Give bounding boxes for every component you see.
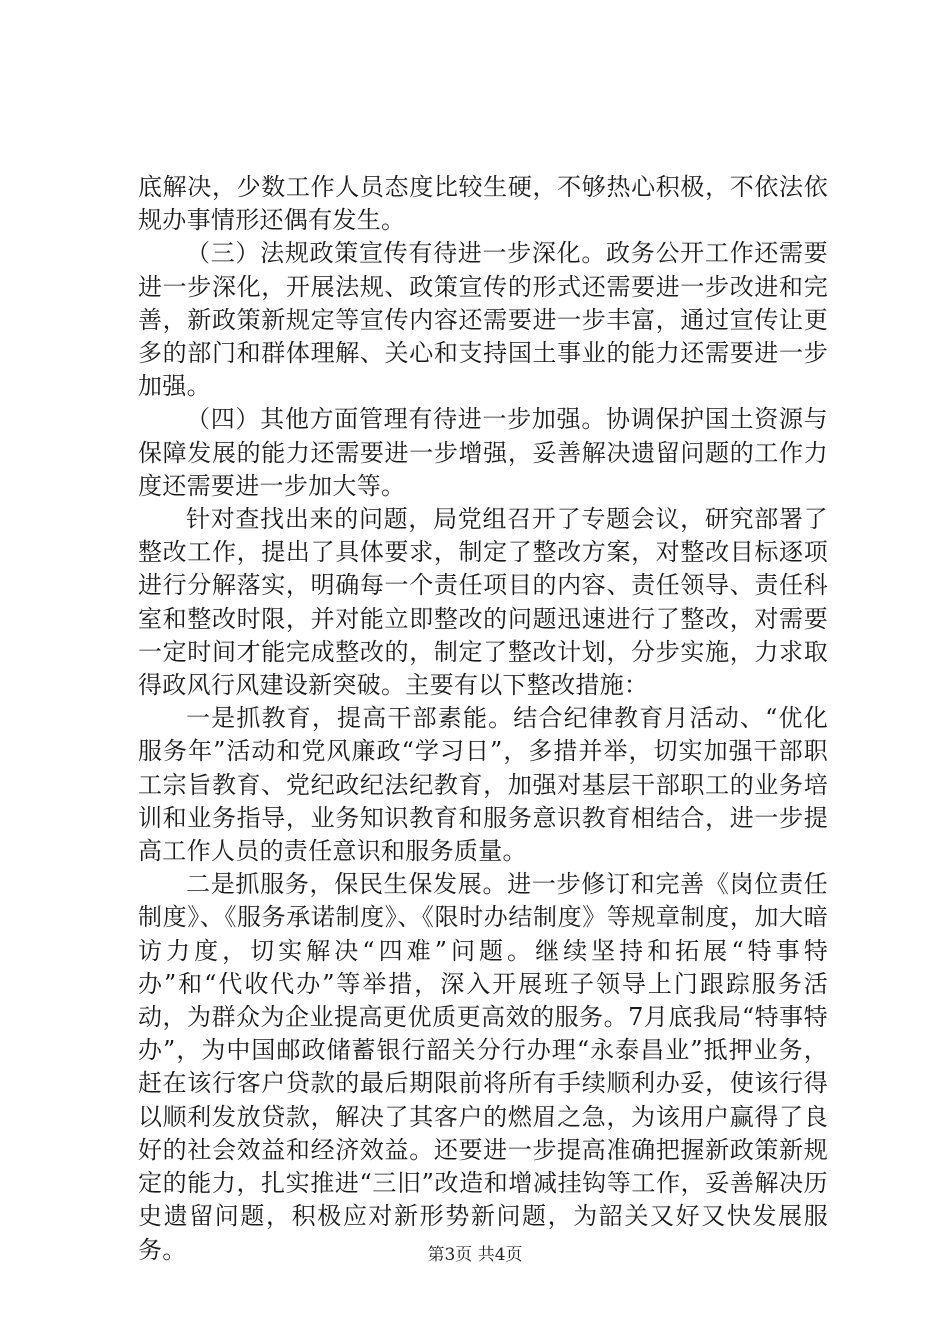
paragraph-rectification-intro: 针对查找出来的问题，局党组召开了专题会议，研究部署了整改工作，提出了具体要求，制定了整改方案，对整改目标逐项进行分解落实，明确每一个责任项目的内容、责任领导、责任科室和整改时限，并对能立即整改的问题迅速进行了整改，对需要一定时间才能完成整改的，制定了整改计划，分步实施，力求取得政风行风建设新突破。主要有以下整改措施： [138, 505, 828, 700]
paragraph-measure-education: 一是抓教育，提高干部素能。结合纪律教育月活动、“优化服务年”活动和党风廉政“学习日”，多措并举，切实加强干部职工宗旨教育、党纪政纪法纪教育，加强对基层干部职工的业务培训和业务指导，业务知识教育和服务意识教育相结合，进一步提高工作人员的责任意识和服务质量。 [138, 704, 828, 866]
page-number-footer: 第3页 共4页 [427, 1245, 523, 1265]
document-body [138, 171, 828, 1267]
paragraph-measure-service: 二是抓服务，保民生保发展。进一步修订和完善《岗位责任制度》、《服务承诺制度》、《限时办结制度》等规章制度，加大暗访力度，切实解决“四难”问题。继续坚持和拓展“特事特办”和“代收代办”等举措，深入开展班子领导上门跟踪服务活动，为群众为企业提高更优质更高效的服务。7月底我局“特事特办”，为中国邮政储蓄银行韶关分行办理“永泰昌业”抵押业务，赶在该行客户贷款的最后期限前将所有手续顺利办妥，使该行得以顺利发放贷款，解决了其客户的燃眉之急，为该用户赢得了良好的社会效益和经济效益。还要进一步提高准确把握新政策新规定的能力，扎实推进“三旧”改造和增减挂钩等工作，妥善解决历史遗留问题，积极应对新形势新问题，为韶关又好又快发展服务。 [138, 870, 828, 1264]
paragraph-section-four: （四）其他方面管理有待进一步加强。协调保护国土资源与保障发展的能力还需要进一步增强，妥善解决遗留问题的工作力度还需要进一步加大等。 [138, 405, 828, 500]
paragraph-section-three: （三）法规政策宣传有待进一步深化。政务公开工作还需要进一步深化，开展法规、政策宣传的形式还需要进一步改进和完善，新政策新规定等宣传内容还需要进一步丰富，通过宣传让更多的部门和群体理解、关心和支持国土事业的能力还需要进一步加强。 [138, 239, 828, 401]
paragraph-continuation: 底解决，少数工作人员态度比较生硬，不够热心积极，不依法依规办事情形还偶有发生。 [138, 173, 828, 235]
